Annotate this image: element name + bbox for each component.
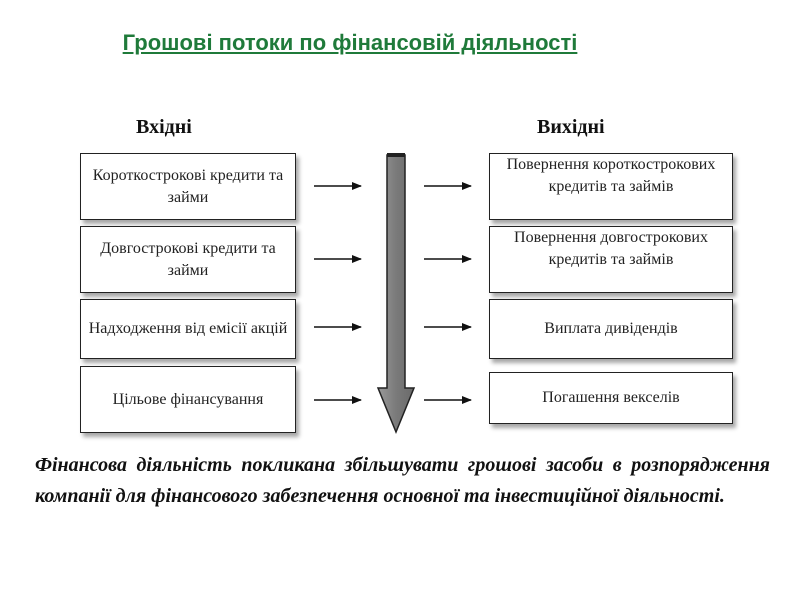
input-box-target-financing: Цільове фінансування [80, 366, 296, 433]
inputs-header: Вхідні [136, 116, 192, 138]
output-box-bills-repayment: Погашення векселів [489, 372, 733, 424]
outputs-header: Вихідні [537, 116, 605, 138]
page-title: Грошові потоки по фінансовій діяльності [122, 30, 578, 55]
input-box-long-term-loans: Довгострокові кредити та займи [80, 226, 296, 293]
output-box-long-term-repayment: Повернення довгострокових кредитів та займів [489, 226, 733, 293]
description-text: Фінансова діяльність покликана збільшувати грошові засоби в розпорядження компанії для фінансового забезпечення основної та інвестиційної діяльності. [35, 454, 770, 507]
output-box-dividends: Виплата дивідендів [489, 299, 733, 359]
central-down-arrow [378, 153, 414, 432]
output-box-short-term-repayment: Повернення короткострокових кредитів та займів [489, 153, 733, 220]
input-box-share-issue: Надходження від емісії акцій [80, 299, 296, 359]
input-box-short-term-loans: Короткострокові кредити та займи [80, 153, 296, 220]
